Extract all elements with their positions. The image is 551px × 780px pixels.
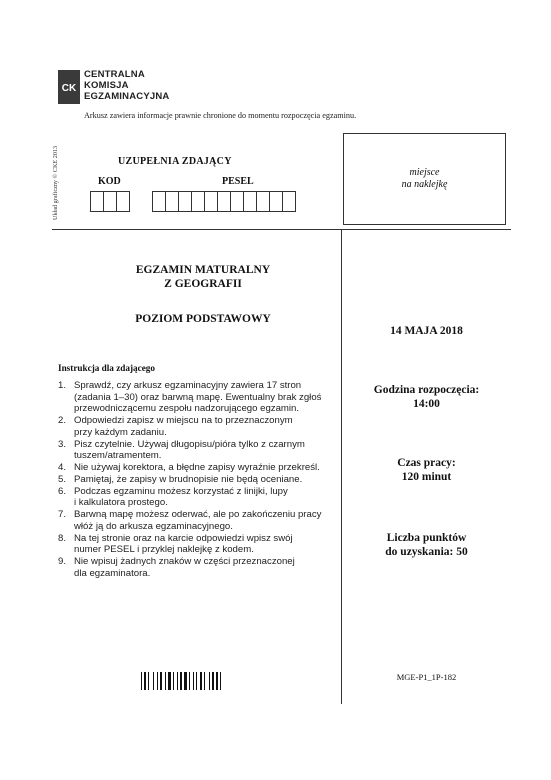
- pesel-box[interactable]: [256, 191, 270, 212]
- instruction-item: [58, 509, 340, 532]
- exam-title-line-2: Z GEOGRAFII: [164, 278, 242, 290]
- pesel-input-boxes[interactable]: [153, 191, 296, 212]
- exam-code: MGE-P1_1P-182: [396, 672, 457, 682]
- duration-block: [342, 456, 511, 484]
- logo-line-2: KOMISJA: [84, 80, 129, 91]
- kod-input-boxes[interactable]: [91, 191, 130, 212]
- pesel-box[interactable]: [269, 191, 283, 212]
- instruction-number: 3.: [58, 438, 67, 450]
- points-block: [342, 531, 511, 559]
- instruction-text: Barwną mapę możesz oderwać, ale po zakończeniu pracy włóż ją do arkusza egzaminacyjnego.: [74, 509, 322, 532]
- pesel-box[interactable]: [152, 191, 166, 212]
- instruction-text: Odpowiedzi zapisz w miejscu na to przeznaczonym przy każdym zadaniu.: [74, 415, 293, 438]
- instruction-text: Podczas egzaminu możesz korzystać z linijki, lupy i kalkulatora prostego.: [74, 485, 288, 509]
- instruction-number: 9.: [58, 556, 67, 568]
- duration-value: 120 minut: [401, 471, 452, 483]
- instruction-number: 5.: [58, 473, 67, 485]
- instruction-number: 4.: [58, 462, 67, 474]
- cke-logo-icon: [58, 70, 80, 104]
- kod-box[interactable]: [90, 191, 104, 212]
- logo-wordmark: [84, 69, 169, 102]
- points-value: do uzyskania: 50: [385, 546, 468, 558]
- pesel-box[interactable]: [165, 191, 179, 212]
- instruction-number: 6.: [58, 485, 67, 497]
- exam-title-line-1: EGZAMIN MATURALNY: [135, 264, 271, 276]
- duration-label: Czas pracy:: [397, 457, 456, 469]
- instruction-text: Na tej stronie oraz na karcie odpowiedzi wpisz swój numer PESEL i przyklej naklejkę z kodem.: [74, 532, 293, 556]
- instruction-text: Pisz czytelnie. Używaj długopisu/pióra tylko z czarnym tuszem/atramentem.: [74, 438, 305, 462]
- instruction-number: 1.: [58, 380, 67, 391]
- pesel-label: PESEL: [222, 176, 254, 187]
- pesel-box[interactable]: [178, 191, 192, 212]
- instruction-item: [58, 380, 340, 415]
- instruction-item: [58, 556, 340, 579]
- points-label: Liczba punktów: [386, 532, 467, 544]
- identity-section-title: UZUPEŁNIA ZDAJĄCY: [118, 156, 232, 167]
- instruction-item: [58, 415, 340, 438]
- start-time-label: Godzina rozpoczęcia:: [373, 384, 480, 396]
- instructions-heading: Instrukcja dla zdającego: [58, 363, 155, 373]
- logo-line-3: EGZAMINACYJNA: [84, 91, 170, 102]
- logo-letters: CK: [61, 83, 77, 94]
- instruction-text: Nie wpisuj żadnych znaków w części przeznaczonej dla egzaminatora.: [74, 556, 295, 579]
- instruction-item: [58, 439, 340, 462]
- kod-label: KOD: [98, 176, 121, 187]
- instruction-item: [58, 474, 340, 486]
- instruction-text: Sprawdź, czy arkusz egzaminacyjny zawiera 17 stron (zadania 1–30) oraz barwną mapę. Ewentualny brak zgłoś przewodniczącemu zespołu nadzorującego egzamin.: [74, 380, 322, 415]
- instruction-item: [58, 486, 340, 509]
- sticker-placeholder: [343, 133, 506, 225]
- instruction-number: 8.: [58, 532, 67, 544]
- exam-date: 14 MAJA 2018: [390, 325, 463, 337]
- layout-credit: Układ graficzny © CKE 2013: [52, 145, 59, 220]
- logo-line-1: CENTRALNA: [84, 69, 145, 80]
- instruction-item: [58, 533, 340, 556]
- exam-title: [90, 263, 316, 291]
- exam-level: POZIOM PODSTAWOWY: [135, 313, 271, 325]
- start-time-value: 14:00: [413, 398, 440, 410]
- pesel-box[interactable]: [204, 191, 218, 212]
- kod-box[interactable]: [116, 191, 130, 212]
- instruction-number: 7.: [58, 509, 67, 521]
- instruction-item: [58, 462, 340, 474]
- instruction-text: Pamiętaj, że zapisy w brudnopisie nie będą oceniane.: [74, 473, 303, 485]
- pesel-box[interactable]: [217, 191, 231, 212]
- start-time-block: [342, 383, 511, 411]
- pesel-box[interactable]: [191, 191, 205, 212]
- pesel-box[interactable]: [243, 191, 257, 212]
- confidentiality-notice: Arkusz zawiera informacje prawnie chronione do momentu rozpoczęcia egzaminu.: [84, 111, 357, 120]
- instructions-list: [58, 380, 340, 580]
- sticker-line-1: miejsce: [409, 167, 440, 178]
- horizontal-divider: [52, 229, 511, 230]
- instruction-text: Nie używaj korektora, a błędne zapisy wyraźnie przekreśl.: [74, 462, 320, 474]
- kod-box[interactable]: [103, 191, 117, 212]
- instruction-number: 2.: [58, 415, 67, 427]
- barcode-icon: [141, 672, 262, 690]
- sticker-line-2: na naklejkę: [401, 179, 448, 190]
- pesel-box[interactable]: [230, 191, 244, 212]
- pesel-box[interactable]: [282, 191, 296, 212]
